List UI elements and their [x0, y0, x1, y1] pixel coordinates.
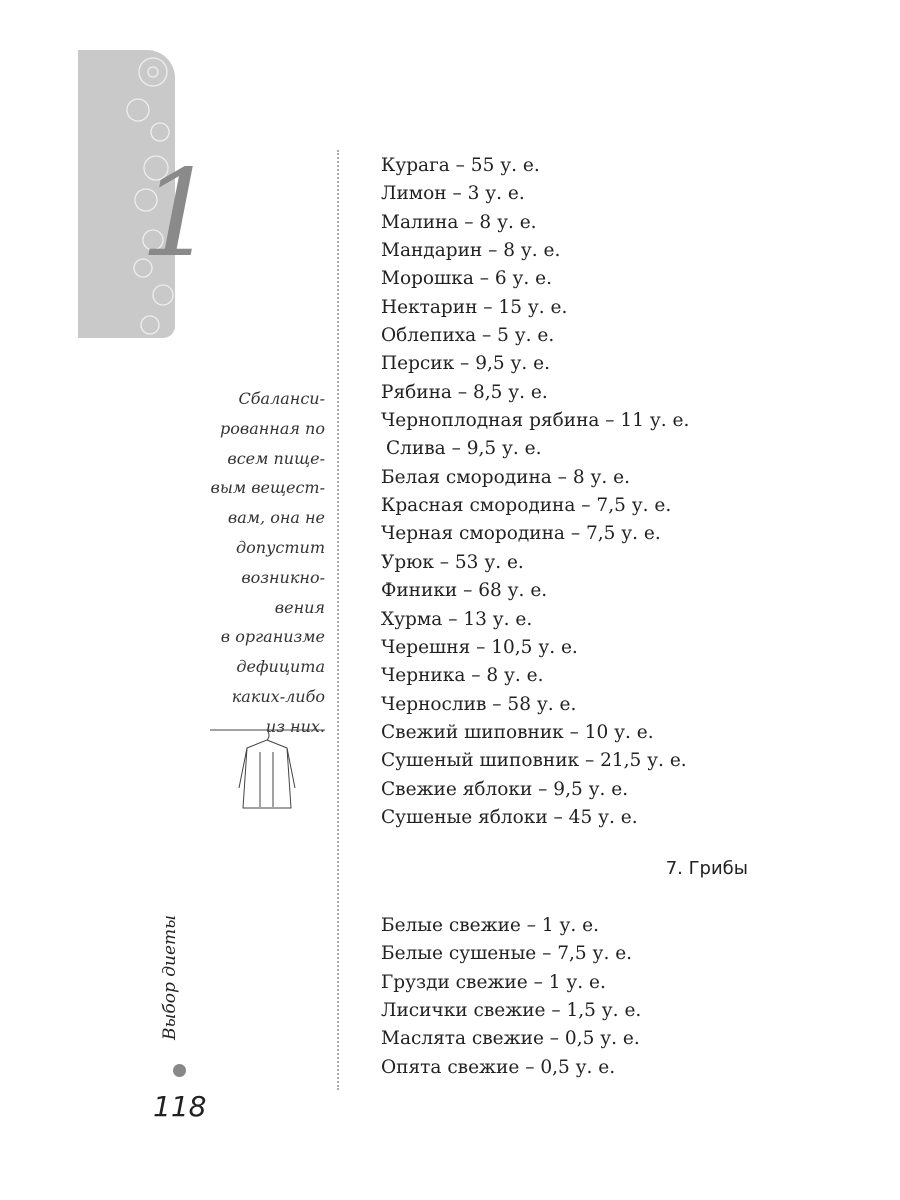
list-item: Опята свежие – 0,5 у. е.	[381, 1056, 616, 1078]
mushroom-list	[381, 912, 641, 1082]
list-item: Белые свежие – 1 у. е.	[381, 915, 600, 936]
list-item: Урюк – 53 у. е.	[381, 551, 524, 573]
flower-pattern-icon	[78, 50, 217, 350]
list-item: Курага – 55 у. е.	[381, 155, 540, 176]
list-item: Черноплодная рябина – 11 у. е.	[381, 410, 690, 432]
coat-hanger-icon	[205, 722, 330, 817]
note-line: рованная по	[220, 418, 325, 438]
list-item: Чернослив – 58 у. е.	[381, 693, 577, 715]
list-item: Сушеные яблоки – 45 у. е.	[381, 806, 638, 828]
note-line: вения	[274, 597, 325, 617]
list-item: Маслята свежие – 0,5 у. е.	[381, 1028, 640, 1050]
list-item: Финики – 68 у. е.	[381, 580, 548, 602]
list-item: Рябина – 8,5 у. е.	[381, 381, 548, 403]
list-item: Черная смородина – 7,5 у. е.	[381, 523, 661, 545]
list-item: Сушеный шиповник – 21,5 у. е.	[381, 750, 687, 772]
list-item: Мандарин – 8 у. е.	[381, 240, 561, 262]
bullet-dot-icon	[173, 1064, 186, 1077]
note-line: дефицита	[236, 657, 325, 677]
note-line: в организме	[220, 627, 325, 647]
list-item: Свежие яблоки – 9,5 у. е.	[381, 778, 629, 800]
note-line: всем пище-	[227, 448, 325, 468]
note-line: вым вещест-	[210, 478, 325, 498]
page-number: 118	[153, 1090, 207, 1123]
list-item: Черешня – 10,5 у. е.	[381, 636, 578, 658]
sidebar-note	[211, 384, 326, 742]
list-item: Слива – 9,5 у. е.	[386, 438, 542, 460]
list-item: Хурма – 13 у. е.	[381, 608, 533, 630]
list-item: Облепиха – 5 у. е.	[381, 325, 555, 347]
list-item: Черника – 8 у. е.	[381, 665, 544, 687]
note-line: вам, она не	[227, 508, 325, 528]
list-item: Красная смородина – 7,5 у. е.	[381, 495, 672, 517]
list-item: Лимон – 3 у. е.	[381, 183, 525, 205]
note-line: Сбаланси-	[238, 389, 325, 408]
list-item: Грузди свежие – 1 у. е.	[381, 971, 606, 993]
note-line: допустит	[236, 537, 325, 557]
dotted-divider	[337, 150, 339, 1090]
list-item: Нектарин – 15 у. е.	[381, 296, 568, 318]
section-heading: 7. Грибы	[665, 858, 748, 879]
running-title: Выбор диеты	[160, 915, 180, 1040]
note-line: возникно-	[241, 567, 325, 587]
note-line: каких-либо	[231, 686, 325, 706]
fruit-list	[381, 152, 689, 832]
list-item: Лисички свежие – 1,5 у. е.	[381, 1000, 642, 1022]
list-item: Свежий шиповник – 10 у. е.	[381, 721, 654, 743]
list-item: Малина – 8 у. е.	[381, 211, 537, 233]
note-line: из них.	[265, 716, 325, 736]
list-item: Морошка – 6 у. е.	[381, 268, 552, 290]
chapter-tab	[78, 50, 217, 338]
list-item: Белая смородина – 8 у. е.	[381, 466, 630, 488]
svg-text:1: 1	[140, 145, 217, 284]
list-item: Белые сушеные – 7,5 у. е.	[381, 943, 633, 965]
list-item: Персик – 9,5 у. е.	[381, 353, 550, 375]
